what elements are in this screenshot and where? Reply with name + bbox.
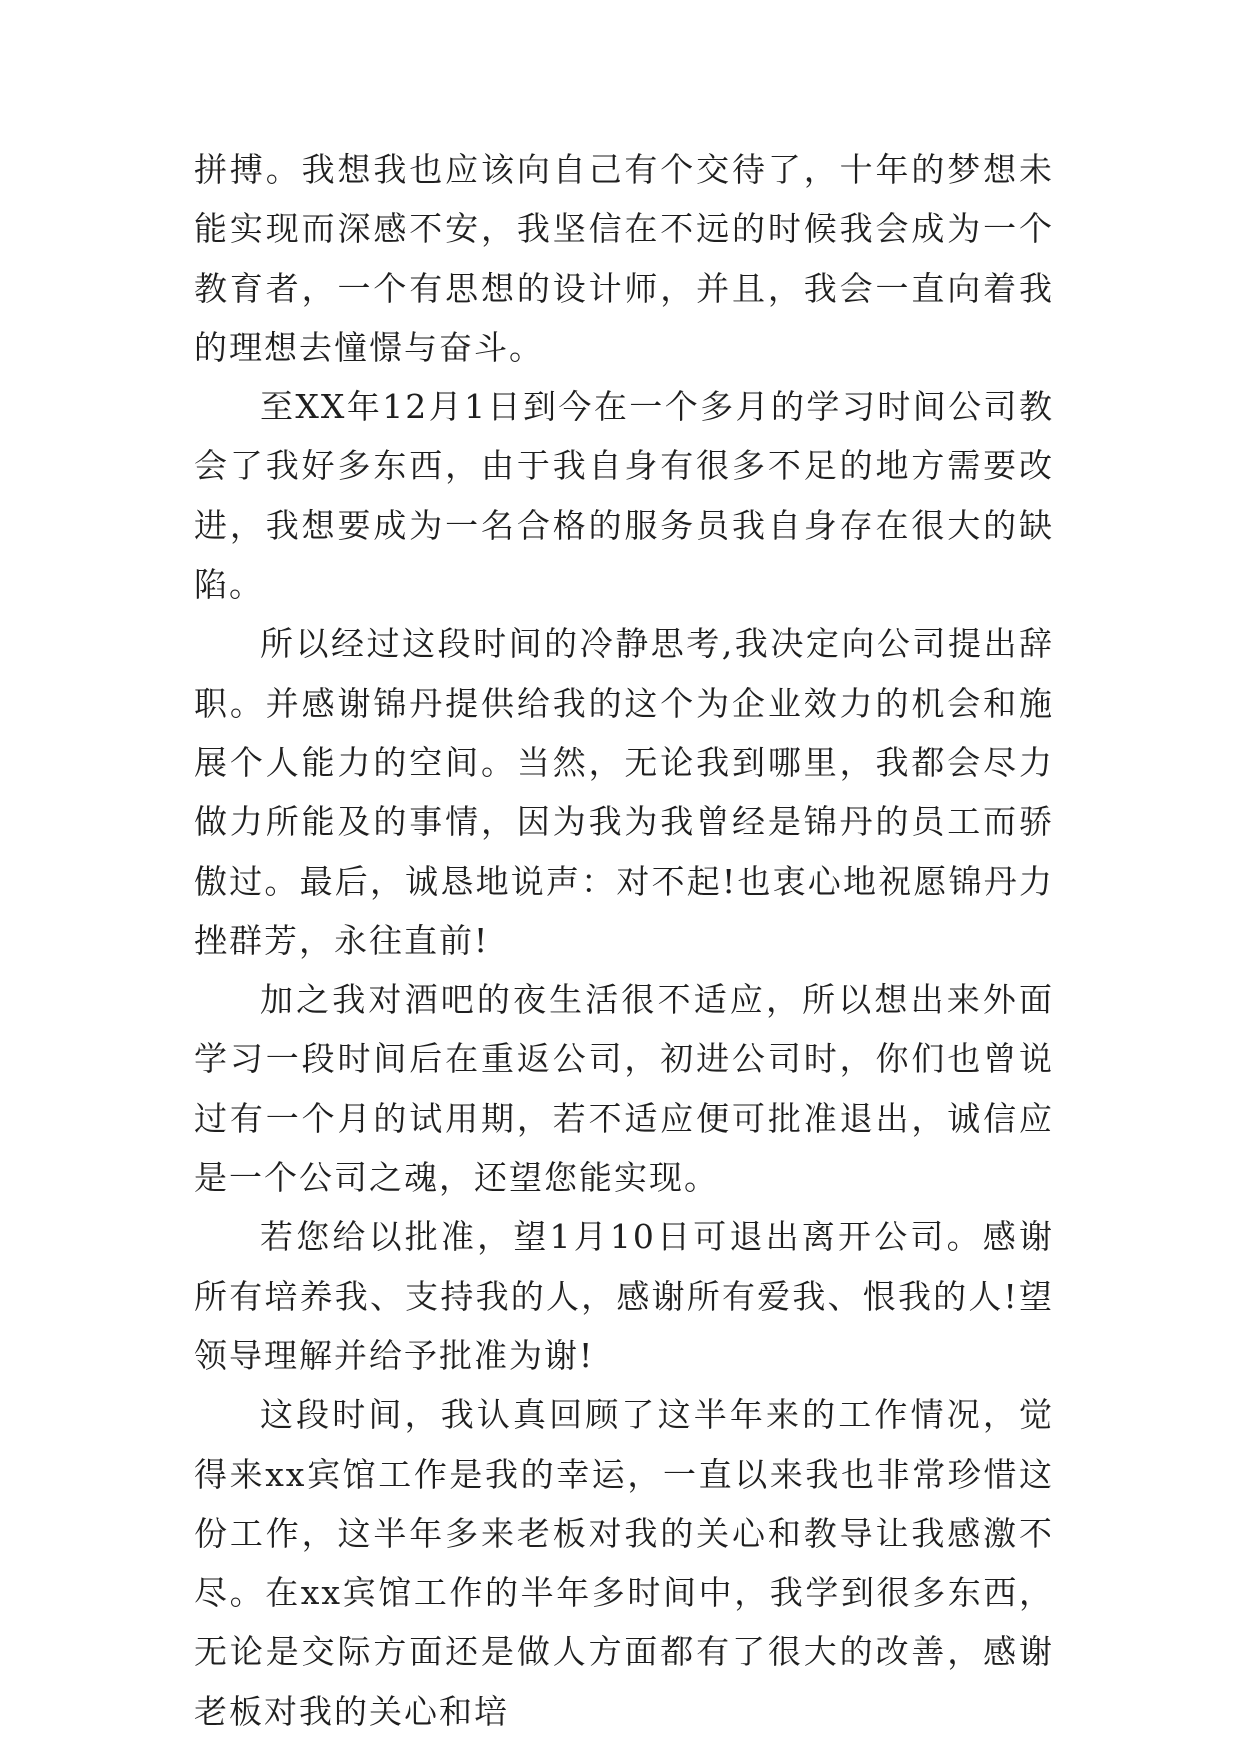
paragraph-2: 至XX年12月1日到今在一个多月的学习时间公司教会了我好多东西，由于我自身有很多不足的地方需要改进，我想要成为一名合格的服务员我自身存在很大的缺陷。 (194, 387, 1054, 605)
paragraph-4: 加之我对酒吧的夜生活很不适应，所以想出来外面学习一段时间后在重返公司，初进公司时，你们也曾说过有一个月的试用期，若不适应便可批准退出，诚信应是一个公司之魂，还望您能实现。 (194, 980, 1054, 1198)
paragraph-1: 拼搏。我想我也应该向自己有个交待了，十年的梦想未能实现而深感不安，我坚信在不远的时候我会成为一个教育者，一个有思想的设计师，并且，我会一直向着我的理想去憧憬与奋斗。 (194, 150, 1054, 367)
paragraph-6: 这段时间，我认真回顾了这半年来的工作情况，觉得来xx宾馆工作是我的幸运，一直以来我也非常珍惜这份工作，这半年多来老板对我的关心和教导让我感激不尽。在xx宾馆工作的半年多时间中，我学到很多东西，无论是交际方面还是做人方面都有了很大的改善，感谢老板对我的关心和培 (194, 1395, 1054, 1731)
document-body (194, 140, 1054, 1741)
paragraph-3: 所以经过这段时间的冷静思考,我决定向公司提出辞职。并感谢锦丹提供给我的这个为企业效力的机会和施展个人能力的空间。当然，无论我到哪里，我都会尽力做力所能及的事情，因为我为我曾经是锦丹的员工而骄傲过。最后，诚恳地说声：对不起!也衷心地祝愿锦丹力挫群芳，永往直前! (194, 624, 1054, 960)
paragraph-5: 若您给以批准，望1月10日可退出离开公司。感谢所有培养我、支持我的人，感谢所有爱我、恨我的人!望领导理解并给予批准为谢! (194, 1217, 1054, 1375)
